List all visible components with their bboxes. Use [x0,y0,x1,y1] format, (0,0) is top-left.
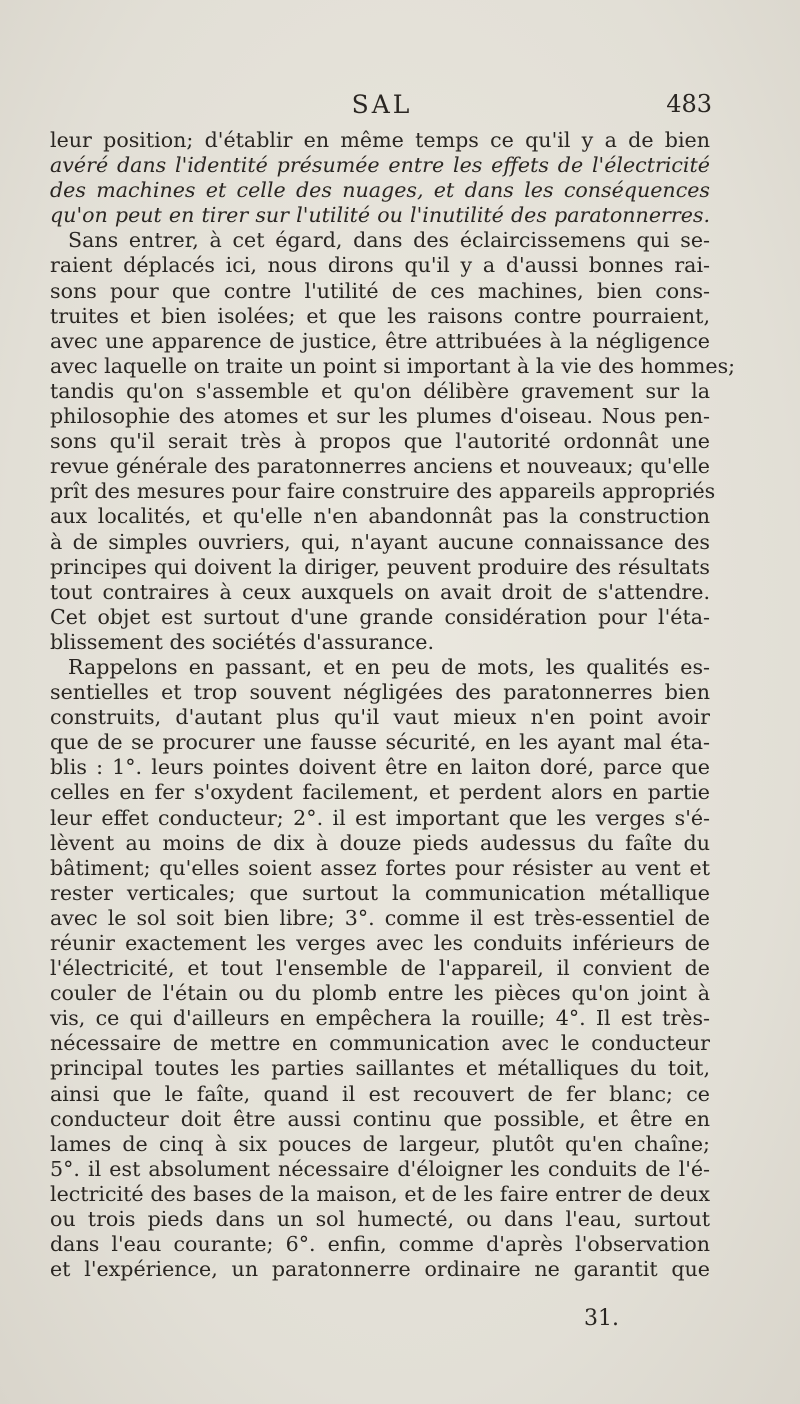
text-line: que de se procurer une fausse sécurité, en les ayant mal éta- [50,730,710,755]
text-line: truites et bien isolées; et que les raisons contre pourraient, [50,303,710,328]
text-line: couler de l'étain ou du plomb entre les pièces qu'on joint à [50,981,710,1006]
text-line: Sans entrer, à cet égard, dans des éclaircissemens qui se- [68,228,710,253]
text-line: lectricité des bases de la maison, et de les faire entrer de deux [50,1181,710,1206]
text-line: avec une apparence de justice, être attribuées à la négligence [50,328,710,353]
text-line: des machines et celle des nuages, et dans les conséquences [50,178,710,203]
text-line: avec le sol soit bien libre; 3°. comme il est très-essentiel de [50,905,710,930]
text-line: qu'on peut en tirer sur l'utilité ou l'inutilité des paratonnerres. [50,203,710,228]
text-line: et l'expérience, un paratonnerre ordinaire ne garantit que [50,1257,710,1282]
text-line: principes qui doivent la diriger, peuvent produire des résultats [50,554,710,579]
text-line: raient déplacés ici, nous dirons qu'il y a d'aussi bonnes rai- [50,253,710,278]
text-line: l'électricité, et tout l'ensemble de l'appareil, il convient de [50,956,710,981]
text-line: philosophie des atomes et sur les plumes d'oiseau. Nous pen- [50,404,710,429]
page-number: 483 [666,90,712,118]
text-line: à de simples ouvriers, qui, n'ayant aucune connaissance des [50,529,710,554]
text-line: tandis qu'on s'assemble et qu'on délibère gravement sur la [50,378,710,403]
text-line: celles en fer s'oxydent facilement, et perdent alors en partie [50,780,710,805]
running-head: SAL [351,90,413,119]
text-line: avéré dans l'identité présumée entre les effets de l'électricité [50,153,710,178]
text-line: avec laquelle on traite un point si important à la vie des hommes; [50,353,736,378]
text-line: réunir exactement les verges avec les conduits inférieurs de [50,931,710,955]
text-line: principal toutes les parties saillantes et métalliques du toit, [50,1056,710,1081]
text-line: sons qu'il serait très à propos que l'autorité ordonnât une [50,429,710,454]
text-line: aux localités, et qu'elle n'en abandonnât pas la construction [50,504,710,529]
page-header [52,90,712,124]
text-line: tout contraires à ceux auxquels on avait droit de s'attendre. [50,579,710,604]
text-line: conducteur doit être aussi continu que possible, et être en [50,1106,710,1131]
text-line: sentielles et trop souvent négligées des paratonnerres bien [50,680,710,705]
text-line: vis, ce qui d'ailleurs en empêchera la rouille; 4°. Il est très- [50,1006,710,1031]
text-line: leur effet conducteur; 2°. il est important que les verges s'é- [50,805,710,830]
text-line: 5°. il est absolument nécessaire d'éloigner les conduits de l'é- [50,1156,710,1181]
text-line: Rappelons en passant, et en peu de mots, les qualités es- [68,654,710,679]
text-line: blis : 1°. leurs pointes doivent être en laiton doré, parce que [50,755,710,780]
text-line: dans l'eau courante; 6°. enfin, comme d'après l'observation [50,1232,710,1257]
text-line: blissement des sociétés d'assurance. [50,629,434,654]
text-line: Cet objet est surtout d'une grande considération pour l'éta- [50,604,710,629]
text-line: lames de cinq à six pouces de largeur, plutôt qu'en chaîne; [50,1131,710,1156]
text-line: revue générale des paratonnerres anciens et nouveaux; qu'elle [50,454,710,479]
body-text [50,128,736,1282]
text-line: sons pour que contre l'utilité de ces machines, bien cons- [50,278,710,303]
text-line: ainsi que le faîte, quand il est recouvert de fer blanc; ce [50,1081,710,1106]
signature-mark: 31. [584,1306,619,1331]
text-line: nécessaire de mettre en communication avec le conducteur [50,1031,710,1056]
text-line: construits, d'autant plus qu'il vaut mieux n'en point avoir [50,705,710,730]
text-line: ou trois pieds dans un sol humecté, ou dans l'eau, surtout [50,1207,710,1232]
text-line: bâtiment; qu'elles soient assez fortes pour résister au vent et [50,855,710,880]
text-line: lèvent au moins de dix à douze pieds audessus du faîte du [50,830,710,855]
text-line: prît des mesures pour faire construire des appareils appropriés [50,479,716,504]
text-line: rester verticales; que surtout la communication métallique [50,880,710,905]
text-line: leur position; d'établir en même temps ce qu'il y a de bien [50,128,710,152]
